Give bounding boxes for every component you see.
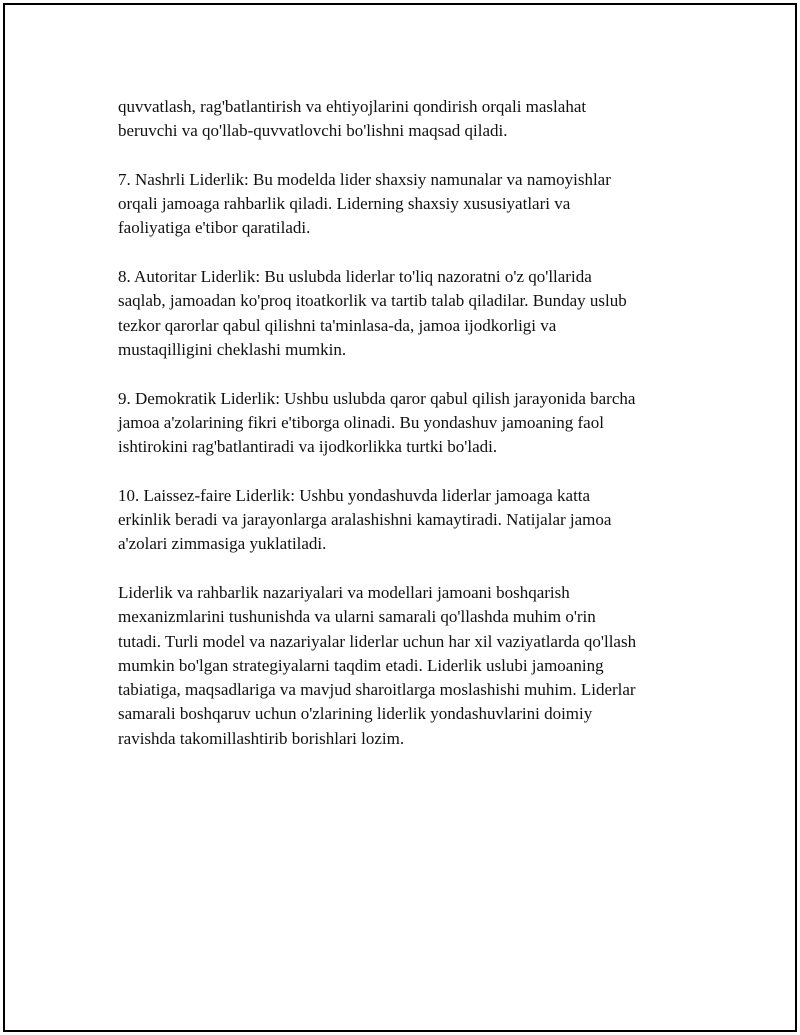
paragraph-item-10: 10. Laissez-faire Liderlik: Ushbu yondashuvda liderlar jamoaga katta erkinlik beradi va jarayonlarga aralashishni kamaytiradi. Natijalar jamoa a'zolari zimmasiga yuklatiladi.: [118, 485, 612, 554]
paragraph-conclusion: Liderlik va rahbarlik nazariyalari va modellari jamoani boshqarish mexanizmlarini tushunishda va ularni samarali qo'llashda muhim o'rin tutadi. Turli model va nazariyalar liderlar uchun har xil vaziyatlarda qo'llash mumkin bo'lgan strategiyalarni taqdim etadi. Liderlik uslubi jamoaning tabiatiga, maqsadlariga va mavjud sharoitlarga moslashishi muhim. Liderlar samarali boshqaruv uchun o'zlarining liderlik yondashuvlarini doimiy ravishda takomillashtirib borishlari lozim.: [118, 582, 637, 748]
paragraph-continuation: quvvatlash, rag'batlantirish va ehtiyojlarini qondirish orqali maslahat beruvchi va qo'llab-quvvatlovchi bo'lishni maqsad qiladi.: [118, 97, 587, 141]
paragraph-item-7: 7. Nashrli Liderlik: Bu modelda lider shaxsiy namunalar va namoyishlar orqali jamoaga rahbarlik qiladi. Liderning shaxsiy xususiyatlari va faoliyatiga e'tibor qaratiladi.: [118, 169, 611, 238]
paragraph-item-8: 8. Autoritar Liderlik: Bu uslubda liderlar to'liq nazoratni o'z qo'llarida saqlab, jamoadan ko'proq itoatkorlik va tartib talab qiladilar. Bunday uslub tezkor qarorlar qabul qilishni ta'minlasa-da, jamoa ijodkorligi va mustaqilligini cheklashi mumkin.: [118, 267, 627, 359]
document-body: [118, 95, 688, 775]
paragraph-item-9: 9. Demokratik Liderlik: Ushbu uslubda qaror qabul qilish jarayonida barcha jamoa a'zolarining fikri e'tiborga olinadi. Bu yondashuv jamoaning faol ishtirokini rag'batlantiradi va ijodkorlikka turtki bo'ladi.: [118, 388, 636, 457]
